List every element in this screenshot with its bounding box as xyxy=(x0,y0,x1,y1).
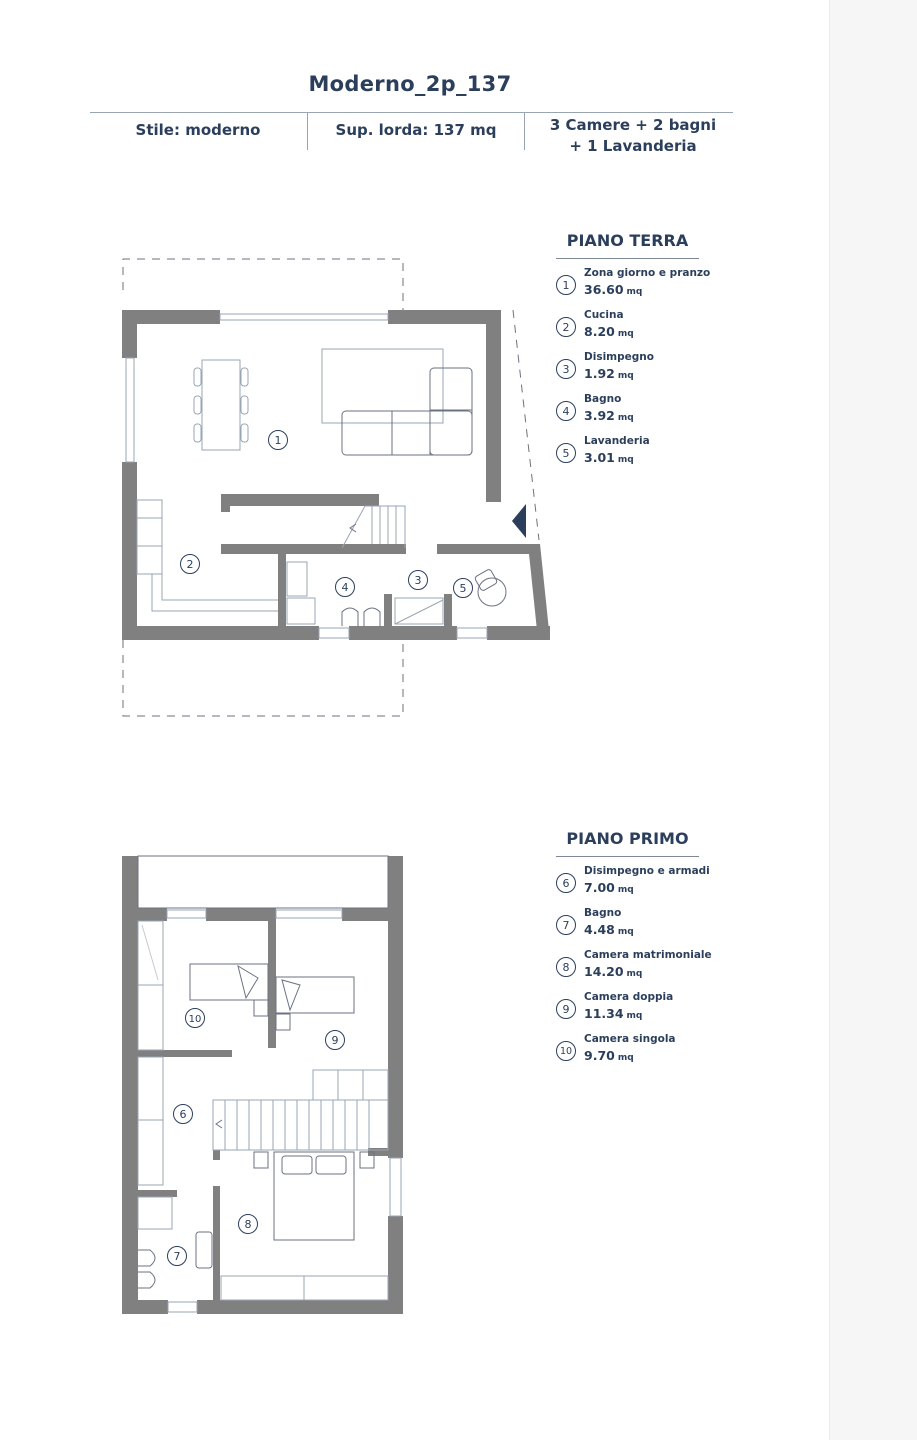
project-title: Moderno_2p_137 xyxy=(308,72,512,96)
rooms-info-line2: + 1 Lavanderia xyxy=(569,137,697,155)
style-info: Stile: moderno xyxy=(135,121,261,139)
room-area: 4.48 mq xyxy=(584,922,634,937)
room-area: 36.60 mq xyxy=(584,282,643,297)
marker-6: 6 xyxy=(179,1108,187,1121)
marker-1: 1 xyxy=(274,434,282,447)
room-name: Camera singola xyxy=(584,1033,676,1045)
legend-room xyxy=(556,309,706,349)
room-number: 3 xyxy=(556,359,576,379)
legend-room xyxy=(556,907,706,947)
first-floor-plan xyxy=(122,856,403,1314)
legend-room xyxy=(556,393,706,433)
legend-room xyxy=(556,949,712,989)
room-area: 11.34 mq xyxy=(584,1006,643,1021)
legend-room xyxy=(556,991,706,1031)
legend-title-ground: PIANO TERRA xyxy=(556,231,699,259)
room-number: 5 xyxy=(556,443,576,463)
legend-ground-floor xyxy=(556,231,711,465)
marker-10: 10 xyxy=(188,1014,202,1025)
room-name: Camera doppia xyxy=(584,991,674,1003)
rooms-info-line1: 3 Camere + 2 bagni xyxy=(549,116,717,134)
room-area: 8.20 mq xyxy=(584,324,634,339)
room-name: Disimpegno xyxy=(584,351,654,363)
marker-4: 4 xyxy=(341,581,349,594)
marker-7: 7 xyxy=(173,1250,181,1263)
surface-info: Sup. lorda: 137 mq xyxy=(335,121,497,139)
room-name: Camera matrimoniale xyxy=(584,949,712,961)
marker-3: 3 xyxy=(414,574,422,587)
first-floor-walls xyxy=(122,856,403,1314)
legend-room xyxy=(556,435,706,475)
room-name: Cucina xyxy=(584,309,624,321)
room-name: Bagno xyxy=(584,393,622,405)
legend-first-floor xyxy=(556,829,712,1063)
room-number: 10 xyxy=(556,1041,576,1061)
marker-9: 9 xyxy=(331,1034,339,1047)
legend-room xyxy=(556,351,706,391)
room-number: 4 xyxy=(556,401,576,421)
room-name: Disimpegno e armadi xyxy=(584,865,710,877)
room-name: Zona giorno e pranzo xyxy=(584,267,711,279)
room-area: 14.20 mq xyxy=(584,964,643,979)
room-number: 1 xyxy=(556,275,576,295)
right-margin-band xyxy=(829,0,917,1440)
room-number: 6 xyxy=(556,873,576,893)
ground-floor-plan xyxy=(122,259,550,716)
marker-5: 5 xyxy=(459,582,467,595)
room-area: 7.00 mq xyxy=(584,880,634,895)
room-number: 8 xyxy=(556,957,576,977)
room-name: Bagno xyxy=(584,907,622,919)
room-number: 2 xyxy=(556,317,576,337)
room-number: 9 xyxy=(556,999,576,1019)
legend-title-first: PIANO PRIMO xyxy=(556,829,699,857)
room-name: Lavanderia xyxy=(584,435,650,447)
marker-2: 2 xyxy=(186,558,194,571)
legend-room xyxy=(556,865,710,905)
room-number: 7 xyxy=(556,915,576,935)
room-area: 9.70 mq xyxy=(584,1048,634,1063)
entrance-arrow-icon xyxy=(512,504,526,538)
marker-8: 8 xyxy=(244,1218,252,1231)
room-area: 3.01 mq xyxy=(584,450,634,465)
ground-floor-room-markers xyxy=(181,431,473,598)
first-floor-room-markers xyxy=(168,1009,345,1266)
room-area: 1.92 mq xyxy=(584,366,634,381)
legend-room xyxy=(556,267,711,307)
room-area: 3.92 mq xyxy=(584,408,634,423)
legend-room xyxy=(556,1033,706,1073)
